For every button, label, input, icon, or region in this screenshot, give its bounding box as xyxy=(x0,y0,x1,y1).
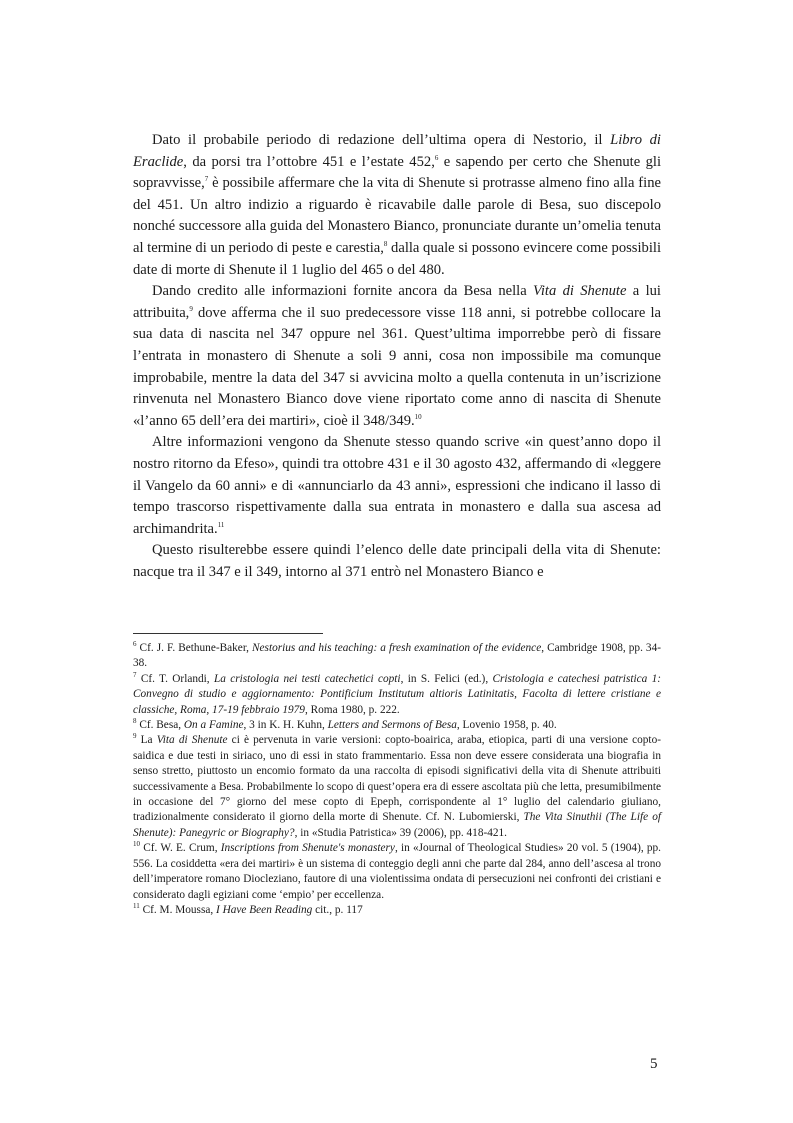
italic-text: La cristologia nei testi catechetici copti xyxy=(213,672,401,685)
italic-text: Vita di Shenute xyxy=(156,734,228,747)
footnote-marker: 7 xyxy=(133,670,137,679)
text-run: dalla quale si possono evincere come possibili date di morte di Shenute il 1 luglio del 465 o del 480. xyxy=(133,239,661,278)
text-run: , in S. Felici (ed.), xyxy=(400,672,493,685)
footnote-marker: 10 xyxy=(133,840,140,849)
italic-text: Nestorius and his teaching: a fresh examination of the evidence xyxy=(252,642,542,654)
text-run: , da porsi tra l’ottobre 451 e l’estate 452, xyxy=(183,153,435,170)
footnote-marker: 8 xyxy=(133,717,137,726)
paragraph xyxy=(133,281,661,432)
italic-text: Inscriptions from Shenute's monastery xyxy=(220,842,395,855)
text-run: Cf. W. E. Crum, xyxy=(140,842,221,855)
footnote-marker: 9 xyxy=(133,732,137,741)
text-run: Dando credito alle informazioni fornite ancora da Besa nella xyxy=(152,283,534,300)
italic-text: Letters and Sermons of Besa xyxy=(327,719,457,732)
italic-text: Cristologia e catechesi patristica 1: Convegno di studio e aggiornamento: Pontificium Institutum altioris Latinitatis, Facolta di lettere cristiane e classiche, Roma, 17-19 febbraio 1979 xyxy=(133,672,662,716)
text-run: Altre informazioni vengono da Shenute stesso quando scrive «in quest’anno dopo il nostro ritorno da Efeso», quindi tra ottobre 431 e il 30 agosto 432, affermando di «leggere il Vangelo da 60 anni» e di «annunciarlo da 43 anni», espressioni che indicano il lasso di tempo trascorso rispettivamente dalla sua entrata in monastero e dalla sua ascesa ad archimandrita. xyxy=(133,434,661,537)
text-run: , in «Studia Patristica» 39 (2006), pp. 418-421. xyxy=(294,826,508,839)
text-run: Questo risulterebbe essere quindi l’elenco delle date principali della vita di Shenute: nacque tra il 347 e il 349, intorno al 371 entrò nel Monastero Bianco e xyxy=(133,542,661,580)
italic-text: Vita di Shenute xyxy=(533,283,627,300)
footnote-marker: 9 xyxy=(189,304,193,313)
italic-text: I Have Been Reading xyxy=(216,903,313,916)
page-number: 5 xyxy=(650,1056,658,1072)
text-run: , Roma 1980, p. 222. xyxy=(304,703,400,716)
footnote-marker: 6 xyxy=(133,640,137,648)
text-run: ci è pervenuta in varie versioni: copto-boairica, araba, etiopica, parti di una versione copto-saidica e due testi in siriaco, uno di essi in stato frammentario. Essa non deve essere considerata una biografia in senso stretto, piuttosto un encomio formato da una raccolta di episodi significativi della vita di Shenute attribuiti successivamente a Besa. Probabilmente lo scopo di quest’opera era di essere ascoltata più che letta, presumibilmente in occasione del 7° giorno del mese copto di Epeph, corrispondente al 1° luglio del calendario giuliano, tradizionalmente considerato il giorno della morte di Shenute. Cf. N. Lubomierski, xyxy=(133,734,661,824)
footnote xyxy=(133,841,661,903)
footnote xyxy=(133,903,661,918)
text-run: , Lovenio 1958, p. 40. xyxy=(456,719,557,732)
footnote xyxy=(133,641,661,672)
footnote-marker: 8 xyxy=(383,239,388,248)
text-run: Cf. T. Orlandi, xyxy=(136,672,214,685)
footnote xyxy=(133,733,661,841)
footnote-marker: 11 xyxy=(133,901,140,910)
paragraph xyxy=(133,432,661,540)
text-run: Cf. Besa, xyxy=(136,719,184,732)
text-run: , Cambridge 1908, pp. 34-38. xyxy=(133,642,661,670)
text-run: Cf. M. Moussa, xyxy=(139,903,217,916)
text-run: , in «Journal of Theological Studies» 20 vol. 5 (1904), pp. 556. La cosiddetta «era dei martiri» è un sistema di conteggio degli anni che parte dal 284, anno dell’ascesa al trono dell’imperatore romano Diocleziano, fautore di una violentissima ondata di persecuzioni nei confronti dei cristiani e considerato dagli egiziani come ‘empio’ per eccellenza. xyxy=(133,842,661,901)
text-run: Cf. J. F. Bethune-Baker, xyxy=(136,642,252,654)
text-run: e sapendo per certo che Shenute gli sopravvisse, xyxy=(133,153,662,192)
italic-text: On a Famine xyxy=(183,719,244,732)
footnote xyxy=(133,672,661,718)
text-run: , 3 in K. H. Kuhn, xyxy=(243,719,328,732)
main-text xyxy=(133,130,661,583)
footnote-marker: 7 xyxy=(204,175,209,184)
text-run: La xyxy=(136,734,157,747)
footnote-marker: 10 xyxy=(414,412,422,421)
text-run: è possibile affermare che la vita di Shenute si protrasse almeno fino alla fine del 451. Un altro indizio a riguardo è ricavabile dalle parole di Besa, suo discepolo nonché successore alla guida del Monastero Bianco, pronunciate durante un’omelia tenuta al termine di un periodo di peste e carestia, xyxy=(133,175,661,256)
text-run: Dato il probabile periodo di redazione dell’ultima opera di Nestorio, il xyxy=(152,132,611,148)
text-run: a lui attribuita, xyxy=(133,283,661,321)
footnote-separator xyxy=(133,633,323,634)
text-run: cit., p. 117 xyxy=(312,903,363,916)
paragraph xyxy=(133,540,661,583)
text-run: dove afferma che il suo predecessore visse 118 anni, si potrebbe collocare la sua data di nascita nel 347 oppure nel 361. Quest’ultima imporrebbe però di fissare l’entrata in monastero di Shenute a soli 9 anni, cosa non impossibile ma comunque improbabile, mentre la data del 347 si avvicina molto a quella contenuta in un’iscrizione rinvenuta nel Monastero Bianco dove viene riportato come anno di nascita di Shenute «l’anno 65 dell’era dei martiri», cioè il 348/349. xyxy=(133,304,661,429)
footnote xyxy=(133,718,661,733)
italic-text: The Vita Sinuthii (The Life of Shenute): Panegyric or Biography? xyxy=(133,811,661,839)
footnote-marker: 11 xyxy=(217,520,225,529)
footnotes xyxy=(133,641,661,918)
italic-text: Libro di Eraclide xyxy=(133,132,661,170)
paragraph xyxy=(133,130,661,281)
footnote-marker: 6 xyxy=(434,153,439,162)
